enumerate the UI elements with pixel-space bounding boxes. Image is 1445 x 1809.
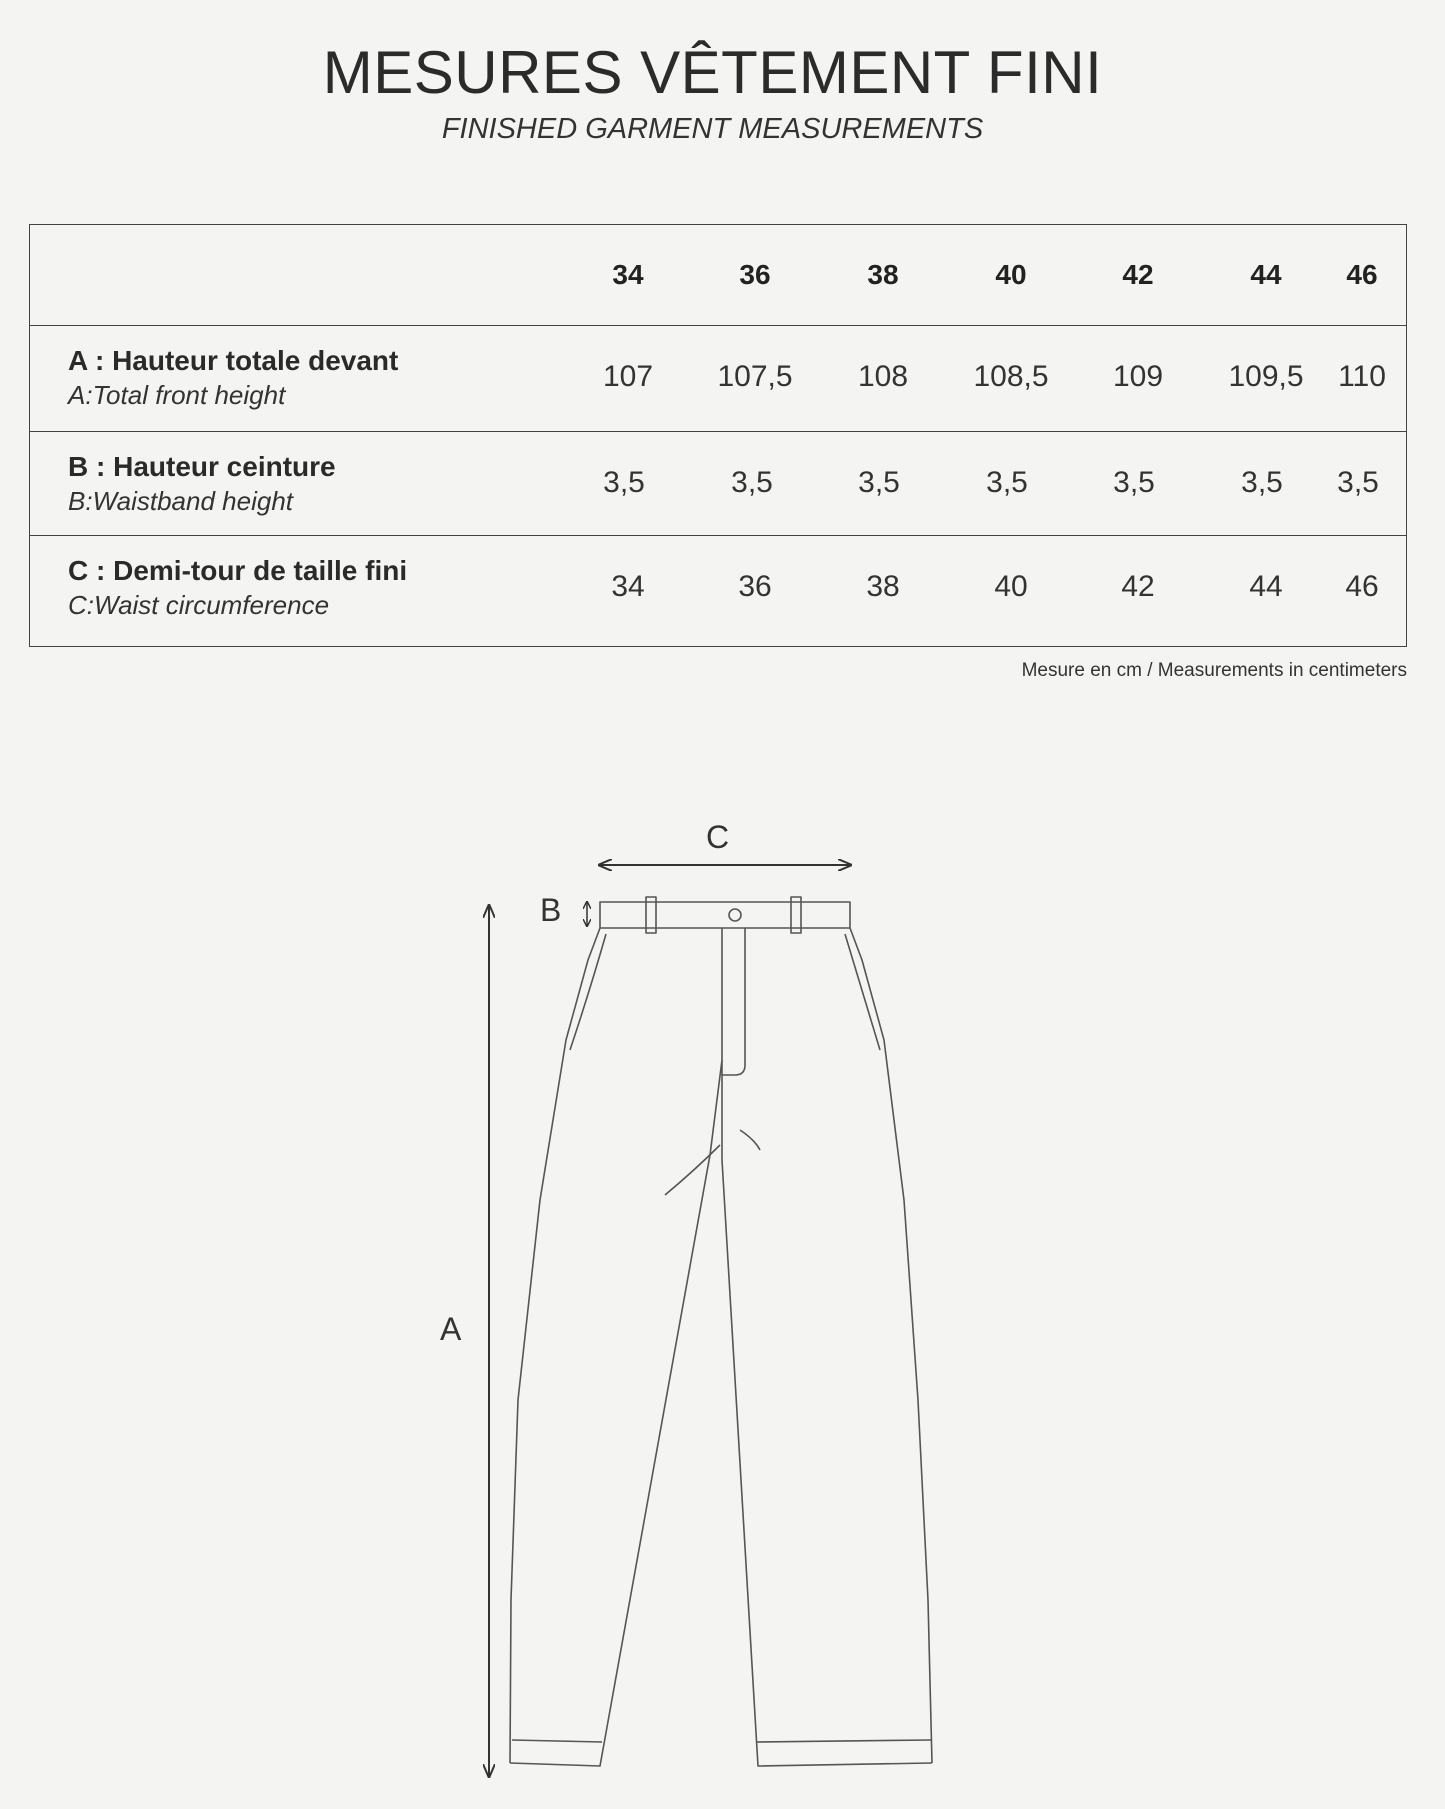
- size-header-44: 44: [1250, 259, 1282, 290]
- row-label: [68, 554, 407, 622]
- size-header-46: 46: [1346, 259, 1378, 290]
- table-cell: 46: [1345, 570, 1379, 603]
- row-label-fr: C : Demi-tour de taille fini: [68, 555, 408, 586]
- trousers-outline: [510, 897, 932, 1766]
- table-cell: 110: [1338, 360, 1386, 393]
- table-cell: 3,5: [603, 466, 645, 499]
- table-cell: 40: [994, 570, 1028, 603]
- table-row-waistband-height: [30, 432, 1406, 536]
- table-cell: 107,5: [717, 360, 793, 393]
- size-header-40: 40: [995, 259, 1027, 290]
- page-subtitle: FINISHED GARMENT MEASUREMENTS: [441, 113, 984, 145]
- table-cell: 108: [857, 360, 909, 393]
- table-cell: 109,5: [1228, 360, 1304, 393]
- table-cell: 107: [602, 360, 654, 393]
- page-title: MESURES VÊTEMENT FINI: [322, 39, 1103, 106]
- table-cell: 36: [738, 570, 772, 603]
- table-cell: 3,5: [1337, 466, 1379, 499]
- measurements-table: [29, 224, 1407, 647]
- label-b: B: [540, 892, 562, 928]
- row-label-fr: A : Hauteur totale devant: [68, 345, 399, 376]
- row-label: [68, 450, 336, 518]
- trouser-diagram: [0, 800, 1445, 1800]
- row-label-en: C:Waist circumference: [68, 590, 330, 620]
- title-block: [0, 38, 1425, 146]
- size-header-38: 38: [867, 259, 899, 290]
- table-row-total-height: [30, 326, 1406, 432]
- size-header-42: 42: [1122, 259, 1154, 290]
- table-cell: 3,5: [986, 466, 1028, 499]
- row-label-fr: B : Hauteur ceinture: [68, 451, 336, 482]
- table-cell: 3,5: [731, 466, 773, 499]
- size-header-34: 34: [612, 259, 644, 290]
- table-cell: 3,5: [858, 466, 900, 499]
- table-cell: 38: [866, 570, 900, 603]
- label-c: C: [706, 819, 730, 855]
- trouser-drawing: [0, 800, 1445, 1800]
- row-label-en: B:Waistband height: [68, 486, 293, 516]
- table-row-waist-circumference: [30, 536, 1406, 646]
- row-label: [68, 344, 398, 412]
- table-cell: 3,5: [1241, 466, 1283, 499]
- table-cell: 3,5: [1113, 466, 1155, 499]
- units-note: Mesure en cm / Measurements in centimeters: [1021, 660, 1407, 681]
- table-cell: 42: [1121, 570, 1155, 603]
- table-cell: 44: [1249, 570, 1283, 603]
- label-a: A: [440, 1311, 462, 1347]
- row-label-en: A:Total front height: [68, 380, 286, 410]
- table-cell: 108,5: [973, 360, 1049, 393]
- table-cell: 109: [1112, 360, 1164, 393]
- table-cell: 34: [611, 570, 645, 603]
- size-header-36: 36: [739, 259, 771, 290]
- table-header-row: [30, 225, 1406, 326]
